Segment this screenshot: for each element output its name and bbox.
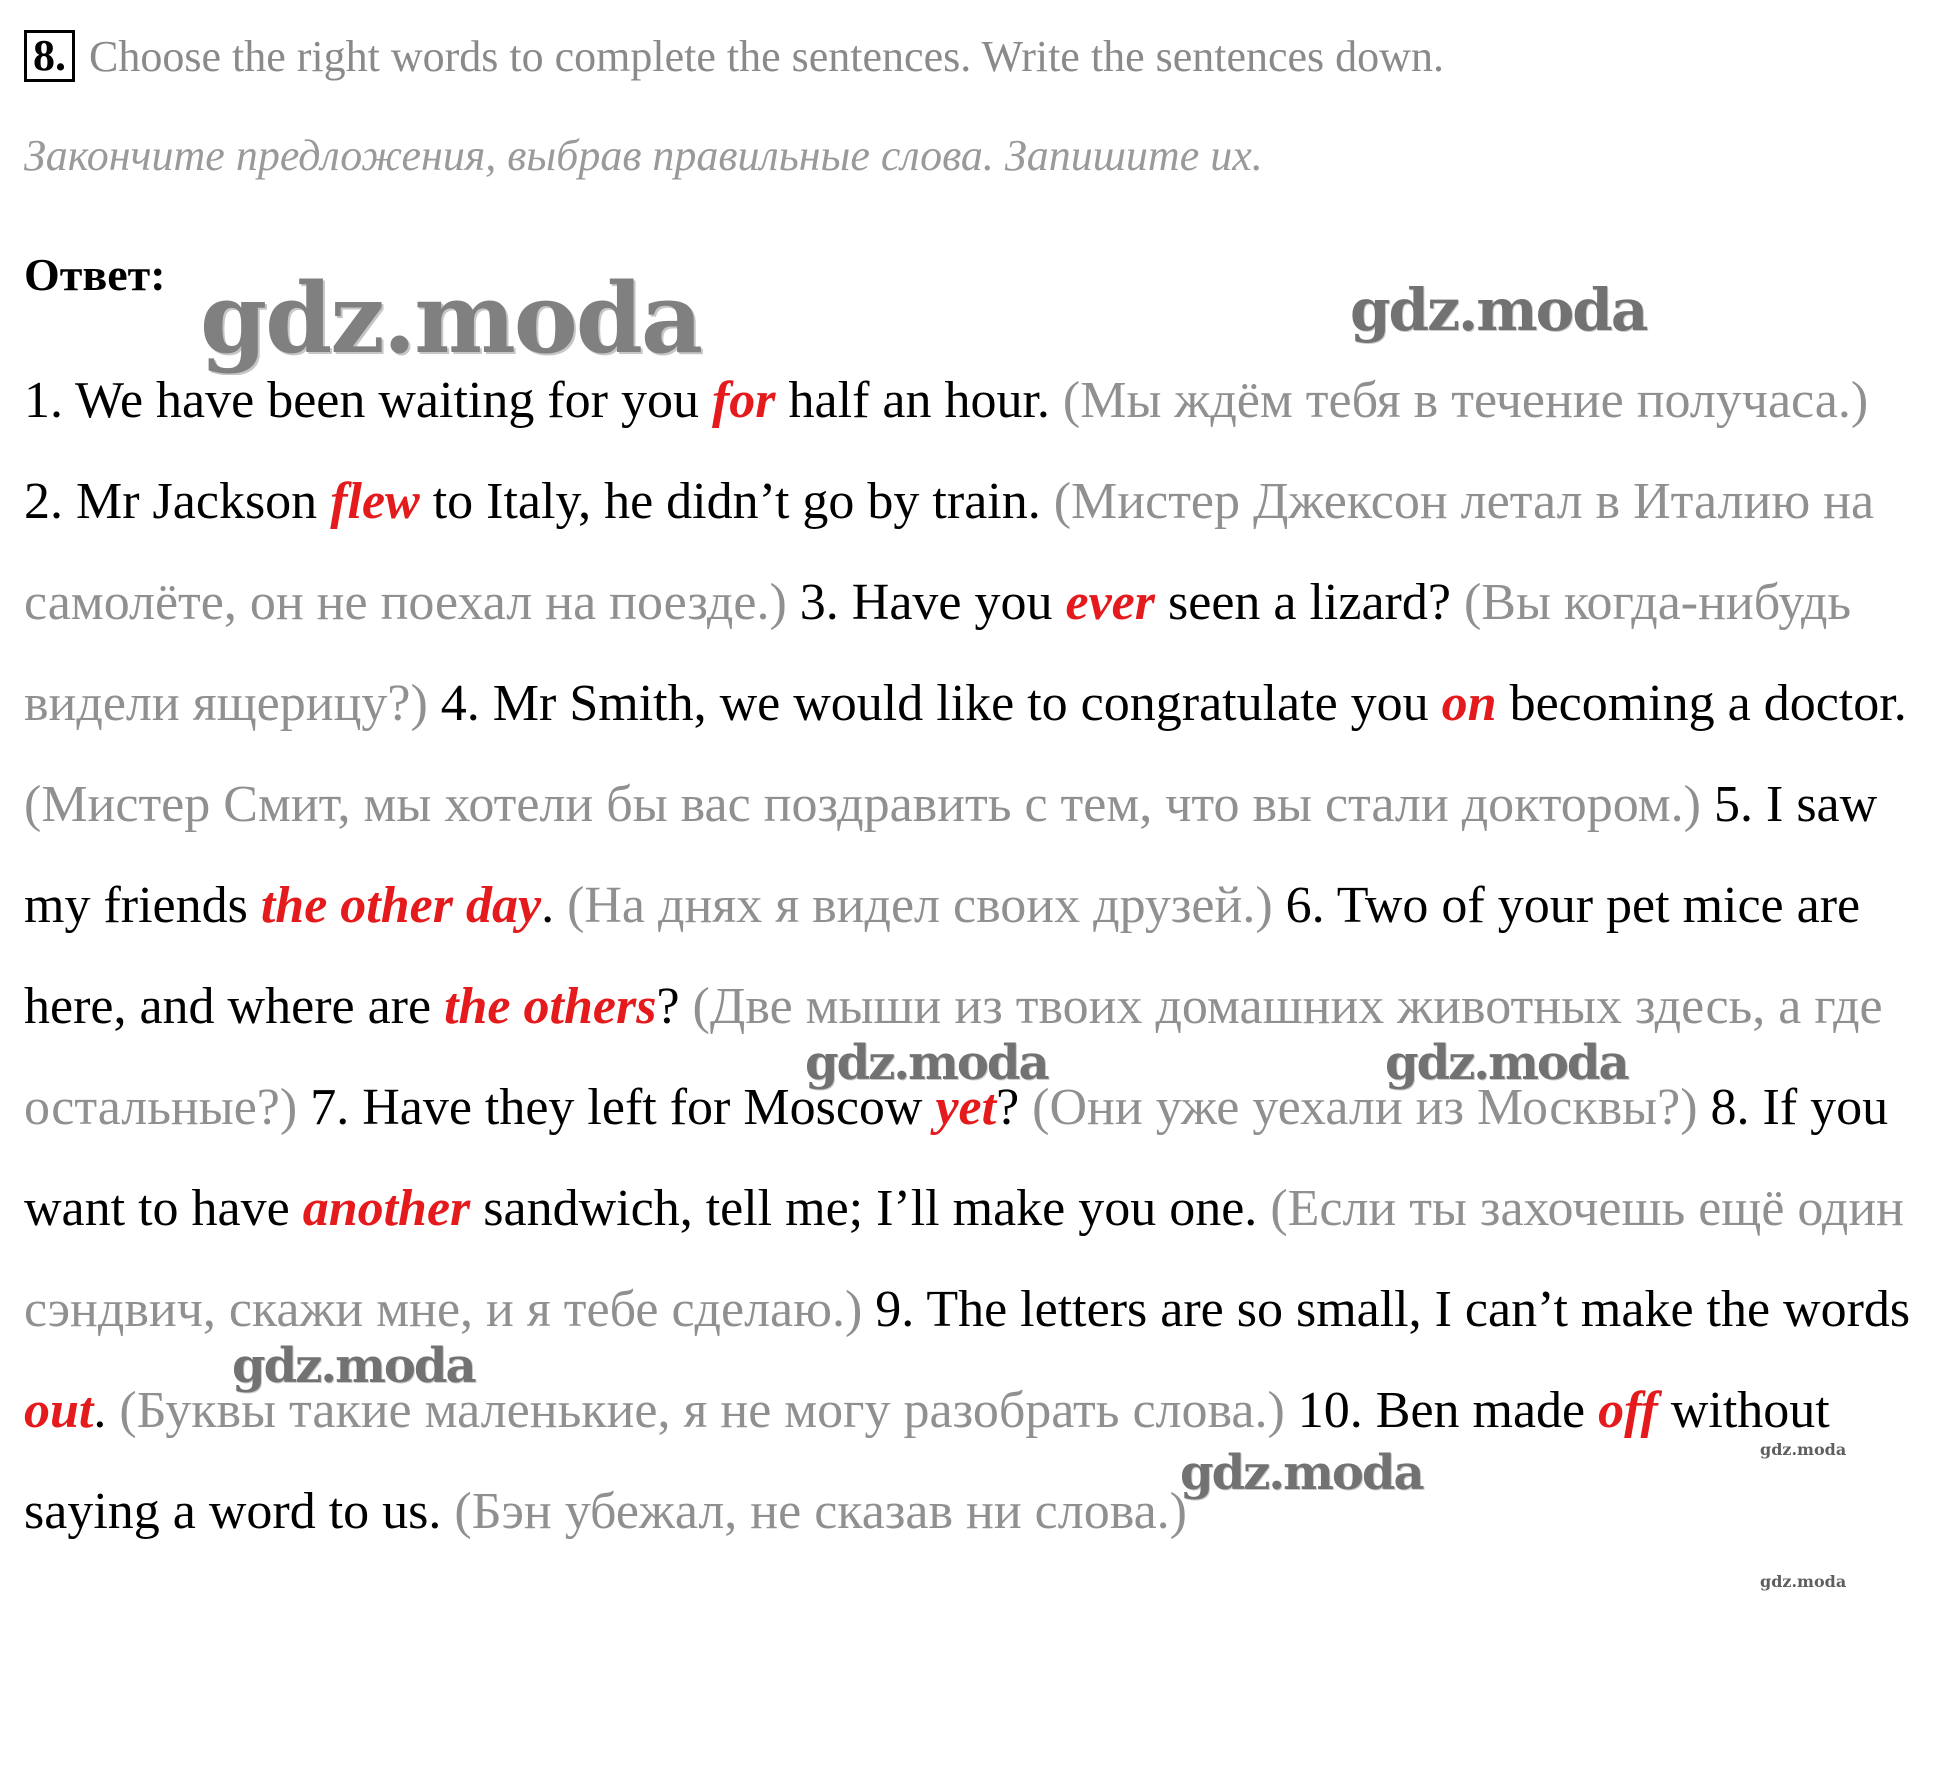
answer-translation: (Буквы такие маленькие, я не могу разобрать слова.) — [106, 1382, 1298, 1439]
answer-highlight: another — [302, 1180, 471, 1237]
answer-highlight: the other day — [260, 877, 542, 934]
answer-text: 5. I saw my friends — [24, 776, 1878, 934]
answer-text: to Italy, he didn’t go by train. — [419, 473, 1041, 530]
answer-text: half an hour. — [775, 372, 1050, 429]
task-number: 8. — [24, 30, 75, 82]
watermark-logo: gdz.moda — [1760, 1572, 1847, 1591]
task-header — [24, 30, 1904, 82]
answer-item-1 — [24, 372, 1868, 429]
answer-text: 4. Mr Smith, we would like to congratulate you — [440, 675, 1442, 732]
answer-translation: (Бэн убежал, не сказав ни слова.) — [441, 1483, 1187, 1540]
watermark-logo: gdz.moda — [1760, 1440, 1847, 1459]
answer-text: 1. We have been waiting for you — [24, 372, 712, 429]
answer-text: . — [93, 1382, 107, 1439]
answer-text: 8. If you want to have — [24, 1079, 1889, 1237]
answer-text: 3. Have you — [799, 574, 1066, 631]
answer-text: becoming a doctor. — [1496, 675, 1907, 732]
answer-text: ? — [996, 1079, 1020, 1136]
watermark-logo: gdz.moda — [1385, 1035, 1628, 1091]
answer-highlight: for — [711, 372, 776, 429]
answer-translation: (Мистер Джексон летал в Италию на самолёте, он не поехал на поезде.) — [24, 473, 1875, 631]
answer-text: 10. Ben made — [1297, 1382, 1599, 1439]
answer-translation: (Две мыши из твоих домашних животных здесь, а где остальные?) — [24, 978, 1883, 1136]
answer-text: 2. Mr Jackson — [24, 473, 331, 530]
answer-text: sandwich, tell me; I’ll make you one. — [470, 1180, 1258, 1237]
answer-highlight: off — [1598, 1382, 1658, 1439]
watermark-logo: gdz.moda — [1350, 276, 1647, 344]
answer-text: 6. Two of your pet mice are here, and where are — [24, 877, 1861, 1035]
answer-highlight: on — [1441, 675, 1497, 732]
watermark-logo: gdz.moda — [200, 262, 702, 375]
answer-translation: (Мы ждём тебя в течение получаса.) — [1049, 372, 1869, 429]
watermark-logo: gdz.moda — [805, 1035, 1048, 1091]
watermark-logo: gdz.moda — [1180, 1445, 1423, 1501]
answer-translation: (Они уже уехали из Москвы?) — [1019, 1079, 1711, 1136]
answer-highlight: ever — [1065, 574, 1155, 631]
answer-label: Ответ: — [24, 249, 166, 300]
answer-text: seen a lizard? — [1155, 574, 1451, 631]
answer-highlight: yet — [935, 1079, 997, 1136]
answer-text: without saying a word to us. — [24, 1382, 1830, 1540]
task-instruction-en: Choose the right words to complete the sentences. Write the sentences down. — [89, 31, 1444, 81]
answer-translation: (Вы когда-нибудь видели ящерицу?) — [24, 574, 1852, 732]
answer-highlight: out — [24, 1382, 94, 1439]
answer-text: 7. Have they left for Moscow — [310, 1079, 936, 1136]
answer-translation: (Если ты захочешь ещё один сэндвич, скажи мне, и я тебе сделаю.) — [24, 1180, 1905, 1338]
answer-translation: (Мистер Смит, мы хотели бы вас поздравить с тем, что вы стали доктором.) — [24, 776, 1714, 833]
task-instruction-ru: Закончите предложения, выбрав правильные слова. Запишите их. — [24, 131, 1263, 180]
answer-highlight: flew — [330, 473, 420, 530]
watermark-logo: gdz.moda — [232, 1338, 475, 1394]
answer-text: . — [541, 877, 555, 934]
answer-text: 9. The letters are so small, I can’t make the words — [875, 1281, 1911, 1338]
answer-highlight: the others — [444, 978, 657, 1035]
answer-text: ? — [656, 978, 680, 1035]
answer-translation: (На днях я видел своих друзей.) — [554, 877, 1286, 934]
